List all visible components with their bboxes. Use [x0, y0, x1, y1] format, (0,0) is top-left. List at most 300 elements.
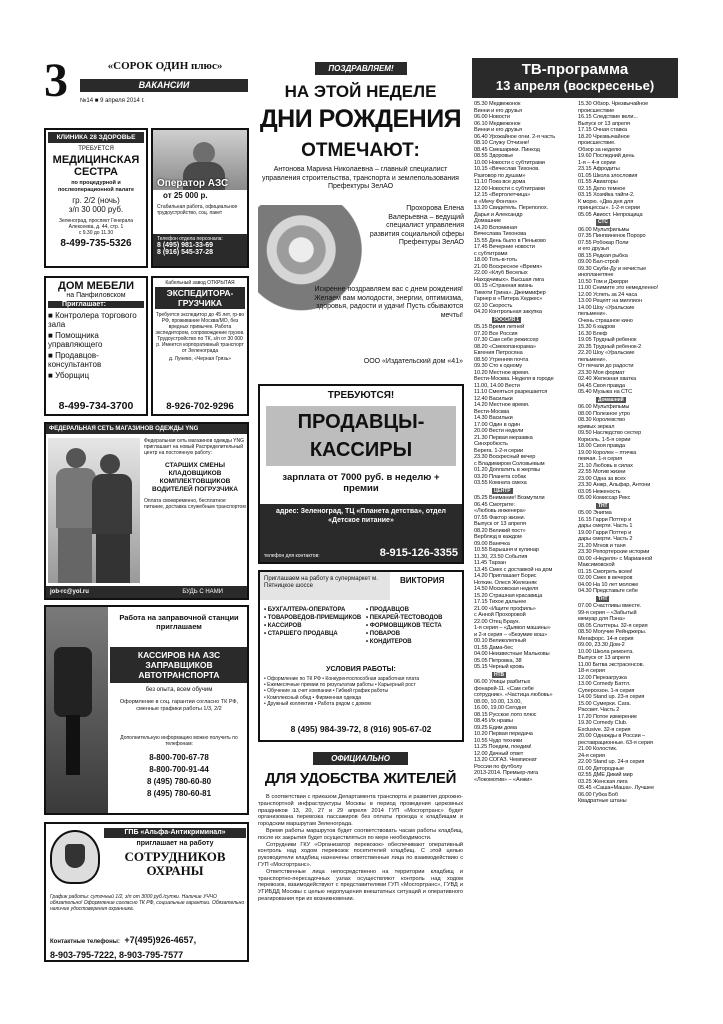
- sellers-phone-row: [260, 544, 462, 562]
- tv-program-line: 02.40 Железная хватка: [578, 376, 637, 382]
- tv-program-line: Ноткин. Олеся Железняк: [474, 579, 537, 586]
- tv-program-line: 21.00 «Ищите профиль»: [474, 605, 536, 612]
- sellers-address: адрес: Зеленоград, ТЦ «Планета детства», отдел «Детское питание»: [260, 504, 462, 544]
- victoria-vacancy: • КОНДИТЕРОВ: [366, 639, 412, 645]
- tv-program-line: 11.00 Снимите это немедленно!: [578, 285, 659, 291]
- tv-program-line: 08.50 Утренняя почта: [474, 356, 529, 363]
- tv-program-line: 21.20 Мгнов и таня: [578, 542, 626, 549]
- tv-program-line: 21.10 Любовь в силах: [578, 462, 633, 469]
- victoria-phones: 8 (495) 984-39-72, 8 (916) 905-67-02: [290, 724, 432, 734]
- security-phones-label: Контактные телефоны:: [50, 939, 120, 945]
- tv-program-line: 11.00, 14.00 Вести: [474, 382, 520, 389]
- tv-program-line: 23.15 Афродиты: [578, 166, 620, 172]
- operator-phone-1: 8 (495) 981-33-69: [157, 242, 214, 249]
- tv-program-line: 18.00 Своя правда: [578, 443, 626, 449]
- tv-channel-name: ТНТ: [598, 502, 608, 509]
- victoria-vacancy: • ПРОДАВЦОВ: [366, 607, 409, 613]
- tv-program-line: Выпуск от 13 апреля: [474, 521, 526, 527]
- birthday-person-2: Прохорова Елена Валерьевна – ведущий специалист управления развития социальной сферы Префектуры ЗелАО: [369, 205, 464, 246]
- tv-program-line: 08.10 Служу Отчизне!: [474, 140, 530, 146]
- tv-program-line: 13.00 Рецепт на миллион: [578, 298, 642, 304]
- tv-column-2: [578, 101, 678, 961]
- tv-program-line: 03.20 Планета собак: [474, 473, 526, 480]
- tv-channel-logo: [578, 502, 678, 511]
- ad-security: [44, 822, 249, 962]
- fuel-nozzle-icon: [46, 607, 108, 813]
- ad-victoria: [258, 570, 464, 742]
- tv-program-line: 09.30 Скуби-Ду и нечистые: [578, 265, 647, 272]
- tv-program-line: 17.00 Один в один: [474, 421, 521, 428]
- tv-program-line: 11.45 Тарзан: [474, 560, 507, 566]
- tv-program-line: 01.05 Школа злословия: [578, 172, 638, 179]
- cashiers-phone: 8 (495) 780-60-80: [146, 777, 212, 786]
- tv-program-line: 07.30 Сам себе режиссер: [474, 337, 539, 343]
- tv-program-line: 10.15 «Вячеслав Тихонов.: [474, 166, 540, 172]
- birthday-signature: ООО «Издательский дом «41»: [363, 358, 463, 365]
- tv-program-line: 22.00 Stand up. 24-я серия: [578, 759, 645, 765]
- sellers-phone: 8-915-126-3355: [379, 547, 458, 559]
- tv-channel-logo: [578, 595, 678, 604]
- tv-program-line: 1-я серия – «Дьявол машины»: [474, 625, 551, 631]
- tv-channel-logo: [474, 487, 576, 496]
- tv-program-line: 08.55 Здоровье: [474, 153, 514, 159]
- tv-program-line: Домашние: [474, 218, 501, 224]
- victoria-conditions-title: УСЛОВИЯ РАБОТЫ:: [326, 666, 396, 673]
- furniture-vacancy: ■ Продавцов-консультантов: [48, 351, 102, 369]
- forwarder-title: ЭКСПЕДИТОРА-ГРУЗЧИКА: [155, 287, 245, 309]
- security-phones: [50, 930, 246, 960]
- tv-program-line: Находчивых». Высшая лига: [474, 276, 544, 283]
- tv-program-line: 08.20 «Смехопанорама»: [474, 343, 536, 350]
- yng-email[interactable]: job-rc@yol.ru: [50, 589, 89, 595]
- tv-program-line: 17.15 Очная ставка: [578, 127, 627, 133]
- tv-program-line: 08.15 Русское лото плюс: [474, 711, 537, 718]
- victoria-vacancy: • СТАРШЕГО ПРОДАВЦА: [264, 631, 338, 637]
- tv-program-line: Кориэль. 1-5-я серии: [578, 436, 631, 443]
- tv-program-line: с Анной Прохоровой: [474, 612, 526, 618]
- tv-program-line: 01.15 Смотреть всем!: [578, 568, 633, 575]
- tv-program-line: Винни и его друзья: [474, 127, 522, 133]
- tv-program-line: 04.20 Контрольная закупка: [474, 309, 542, 315]
- ad-yng: [44, 422, 249, 600]
- furniture-vacancy: ■ Помощника управляющего: [48, 331, 103, 349]
- required-label: ТРЕБУЕТСЯ: [78, 146, 114, 152]
- tv-program-line: 15.20 Страшная красавица: [474, 592, 543, 599]
- tv-program-line: 12.00 Новости с субтитрами: [474, 185, 545, 192]
- victoria-vacancies-1: [264, 606, 364, 638]
- victoria-vacancy: • ПЕКАРЕЙ-ТЕСТОВОДОВ: [366, 615, 443, 621]
- tv-program-line: 22.00 «Клуб Веселых: [474, 270, 528, 276]
- official-paragraph: В соответствии с приказом Департамента транспорта и развития дорожно-транспортной инфраструктуры Москвы в период проведения церковных праздников 13, 20, 27 и 29 апреля 2014 ГУП «Мосгортранс» будет организована перевозка пассажиров без оплаты проезда к кладбищам и городским маршрутам Зеленограда.: [258, 794, 463, 828]
- tv-date: 13 апреля (воскресенье): [495, 78, 655, 93]
- furniture-vacancy: ■ Уборщиц: [48, 371, 90, 380]
- cashiers-info-label: Дополнительную информацию можно получить по телефонам:: [120, 735, 238, 747]
- tv-program-line: 01.00 Детородные: [578, 765, 624, 772]
- cashiers-experience: без опыта, всем обучим: [145, 687, 213, 693]
- tv-program-line: и его друзья: [578, 246, 609, 252]
- tv-program-line: 02.15 Дело темное: [578, 185, 626, 192]
- nurse-address: Зеленоград, проспект Генерала Алексеева, д. 44, стр. 1: [58, 218, 134, 230]
- security-title: СОТРУДНИКОВ ОХРАНЫ: [124, 849, 226, 878]
- tv-program-line: 12.15 «Вертолетчица»: [474, 192, 531, 198]
- tv-program-line: 13.00 Comedy Баттл.: [578, 681, 631, 687]
- tv-program-line: 13.20 СОГАЗ. Чемпионат: [474, 757, 538, 763]
- nurse-schedule: гр. 2/2 (ночь): [72, 196, 120, 205]
- tv-program-line: Евгения Петросяна: [474, 350, 523, 356]
- ad-sellers: [258, 384, 464, 564]
- tv-program-line: 16.30 Блеф: [578, 330, 608, 337]
- tv-program-line: 22.55 Мотив жизни: [578, 469, 626, 475]
- tv-program-line: 17.20 Потое измерение: [578, 713, 637, 720]
- security-text: График работы: суточный 1/2, з/п от 3000 руб./сутки. Наличие УЧЧО обязательно! Оформление согласно ТК РФ, социальные гарантии. Обязательно наличие удостоверения охранника.: [50, 894, 245, 912]
- paper-name: «СОРОК ОДИН плюс»: [107, 60, 223, 72]
- clinic-logo: КЛИНИКА 28 ЗДОРОВЬЕ: [48, 132, 144, 143]
- tv-channel-logo: [474, 671, 576, 680]
- tv-program-line: пельмени».: [578, 311, 607, 317]
- tv-program-line: 23.30 Репортерские истории: [578, 549, 650, 555]
- furniture-title: ДОМ МЕБЕЛИ: [58, 280, 134, 292]
- tv-program-line: мемуар для Пэна»: [578, 616, 626, 622]
- tv-program-line: 10.55 Барышня и кулинар: [474, 547, 539, 553]
- ad-nurse: [44, 128, 148, 268]
- furniture-phone: 8-499-734-3700: [58, 400, 134, 412]
- operator-title: Оператор АЗС: [157, 178, 229, 189]
- forwarder-text: Требуется экспедитор до 45 лет, гр-во РФ, проживание Москва/МО, без вредных привычек. Работа экспедитором, сопровождение грузов. Трудоустройство по ТК, з/п от 30 000 р. Имеется корпоративный транспорт от Зеленограда: [155, 312, 245, 354]
- tv-program-line: 16.15 Следствие вели...: [578, 114, 638, 120]
- tv-program-line: 03.55 Комната смеха: [474, 480, 527, 486]
- tv-program-line: происшествие.: [578, 140, 616, 146]
- tv-program-line: 09.00 Ванечка: [474, 540, 510, 547]
- tv-program-line: 11.00 Битва экстрасенсов.: [578, 661, 645, 668]
- ad-furniture: [44, 276, 148, 416]
- tv-program-line: Разговор по душам»: [474, 172, 526, 179]
- nurse-salary: з/п 30 000 руб.: [68, 205, 124, 214]
- tv-channel-logo: [474, 316, 576, 325]
- tv-program-line: 24-я серия: [578, 752, 605, 759]
- tv-program-line: 00.00 «Неделя» с Марианной: [578, 555, 653, 562]
- tv-program-line: 14.00 Шоу «Уральские: [578, 304, 635, 311]
- ad-azs-operator: [151, 128, 249, 268]
- tv-program-line: 21.30 Первая мерзавка: [474, 434, 533, 441]
- tv-program-line: 14.20 Местное время.: [474, 402, 530, 408]
- tv-program-line: 05.40 Музыка на СТС: [578, 389, 633, 395]
- tv-channel-name: НТВ: [494, 671, 504, 678]
- furniture-vacancy: ■ Контролера торгового зала: [48, 311, 137, 329]
- tv-program-line: 07.35 Пингвиненок Пороро: [578, 233, 646, 239]
- sellers-title-text: ПРОДАВЦЫ-КАССИРЫ: [297, 411, 425, 461]
- tv-program-line: 11.30, 23.50 События: [474, 553, 528, 560]
- tv-channel-name: ТНТ: [598, 595, 608, 602]
- tv-program-line: Обзор за неделю: [578, 146, 622, 153]
- tv-channel-name: ЦЕНТР: [494, 487, 511, 494]
- tv-channel-name: РОССИЯ 1: [494, 316, 519, 323]
- tv-program-line: Очень страшное кино: [578, 317, 633, 324]
- tv-program-line: 05.00 Комиссар Рекс: [578, 495, 631, 501]
- birthdays-line2: ДНИ РОЖДЕНИЯ: [259, 105, 462, 133]
- tv-program-line: Дарья и Александр: [474, 211, 523, 218]
- tv-program-line: 19.05 Трудный ребенок: [578, 337, 637, 343]
- sellers-required: ТРЕБУЮТСЯ!: [327, 390, 395, 401]
- victoria-vacancy: • ПОВАРОВ: [366, 631, 401, 637]
- tv-program-line: 11.10 Смеяться разрешается: [474, 389, 548, 395]
- tv-program-line: кривых зеркал: [578, 423, 615, 430]
- nurse-subtitle: по процедурной и послеоперационной палате: [57, 180, 135, 193]
- victoria-condition: • Комплексный обед • Фирменная одежда: [264, 694, 362, 701]
- security-emblem-icon: [50, 830, 100, 884]
- tv-program-line: 07.20 Все Россия: [474, 330, 518, 337]
- tv-program-line: 05.00 Энигма: [578, 510, 612, 516]
- forwarder-phone: 8-926-702-9296: [166, 401, 234, 412]
- official-paragraph: Ответственные лица непосредственно на территории кладбищ и транспортно-пересадочных узлах осуществляют контроль над ходом перевозок, взаимодействуют с представителями ГУП «Мосгортранс», ГУВД и УГИБДД Москвы с целью недопущения внештатных ситуаций и оперативного реагирования при их возникновении.: [258, 868, 463, 902]
- tv-program-line: 15.00 Сумерки. Сага.: [578, 700, 631, 707]
- cashiers-employment: Оформление в соц. гарантии согласно ТК РФ, сменные графики работы 1/3, 2/2: [119, 699, 239, 712]
- cashiers-title: КАССИРОВ НА АЗС ЗАПРАВЩИКОВ АВТОТРАНСПОРТА: [110, 647, 248, 683]
- tv-program-line: 05.45 «Саша+Маша». Лучшее: [578, 785, 655, 791]
- yng-footer: [46, 586, 247, 598]
- tv-program-line: 22.00 Отец Браун.: [474, 618, 520, 625]
- tv-program-line: Вячеслава Тихонова: [474, 231, 527, 237]
- yng-contact: БУДЬ С НАМИ: [182, 589, 223, 595]
- tv-program-line: Максимовской: [578, 562, 615, 568]
- tv-program-line: 01.55 Дама-бес: [474, 644, 513, 651]
- birthday-person-1: Антонова Марина Николаевна – главный специалист управления строительства, транспорта и землепользования Префектуры ЗелАО: [262, 166, 459, 190]
- tv-program-line: 06.10 Медвежонок: [474, 120, 521, 127]
- tv-program-line: пельмени».: [578, 356, 607, 363]
- birthdays-line1: НА ЭТОЙ НЕДЕЛЕ: [284, 82, 437, 101]
- tv-program-line: 19.00 Гарри Поттер и: [578, 529, 632, 536]
- official-title: ДЛЯ УДОБСТВА ЖИТЕЛЕЙ: [264, 770, 457, 787]
- operator-details: Стабильная работа, официальное трудоустройство, соц. пакет: [157, 204, 238, 216]
- tv-program-line: 21.00 Колостик.: [578, 746, 618, 752]
- tv-program-line: 15.55 День было в Пеньково: [474, 237, 546, 244]
- tv-program-line: 06.00 Новости: [474, 114, 510, 120]
- tv-program-line: Тимоти Грина». Джеммифер: [474, 289, 546, 296]
- tv-program-line: 14.20 Приглашает Борис: [474, 573, 537, 579]
- tv-program-line: 18.20 Чрезвычайное: [578, 133, 630, 140]
- tv-channel-logo: [578, 218, 678, 227]
- tv-program-line: 17.15 Тихое дальнее: [474, 599, 527, 605]
- furniture-vacancies: [48, 311, 144, 380]
- tv-program-line: 09.00 Бал-строй: [578, 259, 619, 265]
- tv-program-line: 06.00 Мультфильмы: [578, 404, 630, 410]
- victoria-condition: • Оформление по ТК РФ • Конкурентоспособная заработная плата: [264, 676, 420, 682]
- tv-program-line: 04.00 Неизвестные Мальковы: [474, 651, 550, 657]
- tv-program-line: 11.10 Пока все дома: [474, 179, 526, 185]
- tv-title: ТВ-программа: [521, 61, 629, 78]
- tv-program-line: 18-я серия: [578, 668, 605, 674]
- page-number: 3: [44, 56, 68, 106]
- tv-program-line: 19.60 Последний день: [578, 153, 635, 159]
- tv-program-line: 15.30 6 кадров: [578, 324, 615, 330]
- victoria-conditions: [264, 676, 460, 707]
- tv-program-line: Винни и его друзья: [474, 107, 522, 114]
- tv-program-line: 19.30 Comedy Club.: [578, 720, 628, 726]
- tv-program-line: 08.45 Их нравы: [474, 718, 513, 724]
- tv-program-line: 10.00 Новости с субтитрами: [474, 159, 545, 166]
- forwarder-address: д. Лунево, «Черная Грязь»: [168, 356, 232, 362]
- tv-program-line: 12.40 Васильки: [474, 395, 513, 402]
- tv-program-line: 08.30 Королевство: [578, 417, 625, 423]
- security-company: ГПБ «Альфа-Антикриминал»: [104, 828, 246, 838]
- tv-program-line: 18.00 Тоть-в-тоть: [474, 257, 517, 263]
- tv-program-line: Суперсезон. 1-я серия: [578, 687, 635, 694]
- tv-program-line: 22.20 Шоу «Уральские: [578, 350, 635, 356]
- tv-program-line: инопланетяне: [578, 272, 614, 278]
- tv-program-line: 07.00 Счастливы вместе.: [578, 603, 642, 609]
- section-banner: ВАКАНСИИ: [80, 79, 248, 92]
- cashiers-top: Работа на заправочной станции приглашаем: [119, 613, 239, 631]
- tv-column-1: [474, 101, 576, 961]
- furniture-location: на Панфиловском: [66, 292, 126, 299]
- tv-program-line: Выпуск от 13 апреля: [578, 120, 630, 127]
- cashiers-phone: 8-800-700-91-44: [149, 765, 209, 774]
- tv-program-line: сотрудник». «Частица любовь»: [474, 692, 553, 698]
- tv-program-line: 08.20 Великий пост»: [474, 527, 526, 534]
- yng-intro: Федеральная сеть магазинов одежды YNG приглашает на новый Распределительный центр на постоянную работу:: [144, 438, 245, 456]
- tv-program-line: 03.25 Женская лига: [578, 778, 628, 785]
- tv-program-line: Квадратные штаны: [578, 798, 627, 804]
- tv-program-line: 14.50 Московская неделя: [474, 586, 539, 592]
- tv-program-line: дары смерти. Часть 2: [578, 536, 633, 542]
- ad-azs-cashiers: [44, 605, 249, 815]
- tv-program-line: Гарнер в «Питера Хеджес»: [474, 296, 543, 302]
- tv-channel-name: СТС: [598, 219, 608, 225]
- tv-program-line: 08.00 Полезное утро: [578, 410, 630, 417]
- cashiers-phone: 8 (495) 780-60-81: [146, 789, 212, 798]
- tv-program-line: 00.10 Великолепный: [474, 638, 526, 644]
- ad-forwarder: [151, 276, 249, 416]
- tv-program-line: «Локомотив» – «Анжи»: [474, 776, 533, 783]
- tv-program-line: 14.00 Stand up. 23-я серия: [578, 694, 645, 700]
- tv-program-line: 12.00 Дачный ответ: [474, 750, 524, 757]
- tv-program-line: 10.20 Первая передача: [474, 731, 533, 737]
- tv-program-line: 08.45 Смешарики. Пинкод: [474, 146, 540, 153]
- tv-program-line: К морю. «Два дня для: [578, 198, 634, 205]
- tv-program-line: 03.15 Хозяйка тайги-2.: [578, 192, 635, 198]
- sellers-salary: зарплата от 7000 руб. в неделю + премии: [282, 472, 440, 494]
- official-banner: ОФИЦИАЛЬНО: [313, 752, 408, 765]
- official-paragraph: Время работы маршрутов будет соответствовать часам работы кладбищ, после их закрытия будет осуществляться по мере необходимости.: [258, 827, 463, 841]
- tv-program-line: Вести-Москва. Неделя в городе: [474, 376, 554, 382]
- tv-program-line: 2013-2014. Премьер-лига: [474, 770, 539, 776]
- birthdays-banner: ПОЗДРАВЛЯЕМ!: [315, 62, 407, 75]
- tv-program-line: происшествие: [578, 107, 615, 114]
- tv-program-line: принцессы». 1-2-я серии: [578, 205, 640, 211]
- tv-program-line: и 2-я серия – «Безумие вош»: [474, 631, 548, 638]
- tv-program-line: «Любовь инженера»: [474, 508, 526, 514]
- tv-program-line: 11.25 Поедем, поедим!: [474, 744, 532, 750]
- tv-program-line: 09.25 Едим дома: [474, 724, 517, 731]
- tv-program-line: 06.00 Мультфильмы: [578, 226, 630, 233]
- tv-program-line: От печали до радости: [578, 363, 634, 369]
- tv-program-line: 05.05 Авиост. Непрощица: [578, 211, 643, 218]
- tv-program-line: 05.15 Время летней: [474, 324, 525, 330]
- tv-program-line: 10.00 Школа ремонта.: [578, 648, 634, 655]
- victoria-vacancy: • КАССИРОВ: [264, 623, 302, 629]
- tv-program-line: 19.00 Королек – птичка: [578, 449, 637, 456]
- birthdays-line3: ОТМЕЧАЮТ:: [301, 140, 420, 161]
- furniture-invites: Приглашает:: [48, 301, 144, 308]
- tv-program-line: Мегафорс. 14-я серия: [578, 635, 634, 642]
- tv-program-line: 05.30 Медвежонок: [474, 101, 521, 107]
- tv-program-line: 05.05 Петровка, 38: [474, 657, 522, 664]
- tv-program-line: 03.05 Неженость: [578, 488, 621, 495]
- tv-program-line: 17.45 Вечерние новости: [474, 244, 535, 250]
- tv-header: [472, 58, 678, 98]
- tv-program-line: 04.00 На 10 лет моложе: [578, 581, 639, 588]
- tv-program-line: 99-я серия – «Забытый: [578, 609, 637, 616]
- tv-program-line: Верблюд в каждом: [474, 534, 522, 540]
- tv-program-line: 06.45 Смотрите:: [474, 501, 515, 508]
- official-paragraph: Сотрудники ГКУ «Организатор перевозок» обеспечивают оперативный контроль над ходом перевозок посетителей кладбищ. С этой целью руководители кладбищ назначены ответственные лица по взаимодействию с ГУП «Мосгортранс».: [258, 841, 463, 868]
- operator-salary: от 25 000 р.: [163, 191, 208, 200]
- tv-program-line: 01.55 Авиаторы: [578, 179, 618, 185]
- tv-program-line: с субтитрами: [474, 250, 508, 257]
- forwarder-top: Кабельный завод ОТКРЫТАЯ: [165, 280, 235, 286]
- tv-program-line: 14.20 Вспоминая: [474, 224, 517, 231]
- victoria-vacancy: • ФОРМОВЩИКОВ ТЕСТА: [366, 623, 442, 629]
- tv-program-line: 04.45 Своя правда: [578, 382, 626, 389]
- tv-program-line: 04.30 Представьте себе: [578, 588, 638, 594]
- security-phone-1: +7(495)926-4657,: [124, 935, 197, 945]
- yng-conditions: Оплата своевременно, бесплатное питание, доставка служебным транспортом: [144, 498, 246, 510]
- security-invites: приглашает на работу: [136, 840, 214, 847]
- tv-program-line: 14.30 Васильки: [474, 415, 513, 421]
- yng-header: ФЕДЕРАЛЬНАЯ СЕТЬ МАГАЗИНОВ ОДЕЖДЫ YNG: [46, 424, 247, 434]
- nurse-phone: 8-499-735-5326: [60, 238, 132, 249]
- official-body: [258, 794, 463, 962]
- victoria-condition: • Дружный коллектив • Работа рядом с домом: [264, 700, 371, 707]
- tv-program-line: 05.15 Черный кровь: [474, 664, 525, 670]
- issue-date: №14 ■ 9 апреля 2014 г.: [80, 98, 145, 104]
- operator-phones: [153, 234, 247, 266]
- tv-program-line: 05.25 Внимание! Возмутили: [474, 495, 545, 501]
- tv-program-line: 09.00, 23.30 Дом-2: [578, 642, 625, 648]
- tv-program-line: 13.20 Свидетель. Переполох.: [474, 205, 548, 211]
- tv-program-line: 09.30 Сто к одному: [474, 363, 523, 369]
- operator-phones-label: Телефон отдела персонала:: [157, 236, 223, 242]
- sellers-title: [266, 406, 456, 466]
- tv-program-line: 20.35 Трудный ребенок-2: [578, 343, 642, 350]
- tv-program-line: Выпуск от 13 апреля: [578, 655, 630, 661]
- tv-program-line: 01.20 Доплатить в жертвы: [474, 467, 541, 473]
- tv-program-line: фонарей-11. «Сам себе: [474, 685, 534, 692]
- tv-program-line: 06.40 Урожайное огни. 2-я часть: [474, 133, 556, 140]
- tv-program-line: 23.00 Одна за всех: [578, 475, 626, 482]
- tv-program-line: 15.30 Обзор. Чрезвычайное: [578, 101, 649, 107]
- tv-program-line: 21.00 Воскресное «Время»: [474, 263, 543, 270]
- tv-program-line: 20.00 Вести недели: [474, 428, 524, 434]
- tv-program-line: 08.15 Редкая рыбка: [578, 252, 628, 259]
- tv-program-line: 16.00, 19.00 Сегодня: [474, 705, 527, 711]
- operator-phone-2: 8 (916) 545-37-28: [157, 249, 214, 256]
- tv-program-line: России по футболу: [474, 763, 523, 770]
- tv-program-line: Exclusive. 32-я серия: [578, 726, 631, 733]
- tv-program-line: 12.00 Перезагрузка: [578, 674, 627, 681]
- nurse-hours: с 9.30 до 11.30: [78, 230, 114, 236]
- tv-program-line: 10.20 Местное время.: [474, 369, 530, 376]
- tv-program-line: реставрационные. 63-я серия: [578, 739, 653, 746]
- tv-program-line: Рассвет. Часть 2: [578, 707, 620, 713]
- tv-program-line: 02.10 Скорость: [474, 302, 513, 309]
- tv-program-line: 08.00, 10.00, 13.00,: [474, 698, 522, 705]
- victoria-condition: • Обучение за счет компании • Гибкий график работы: [264, 688, 389, 695]
- cashiers-phone: 8-800-700-67-78: [149, 753, 209, 762]
- tv-program-line: дары смерти. Часть 1: [578, 523, 633, 529]
- tv-channel-logo: [578, 396, 678, 405]
- tv-program-line: с Владимиром Соловьевым: [474, 460, 545, 467]
- yng-photo: [48, 438, 140, 583]
